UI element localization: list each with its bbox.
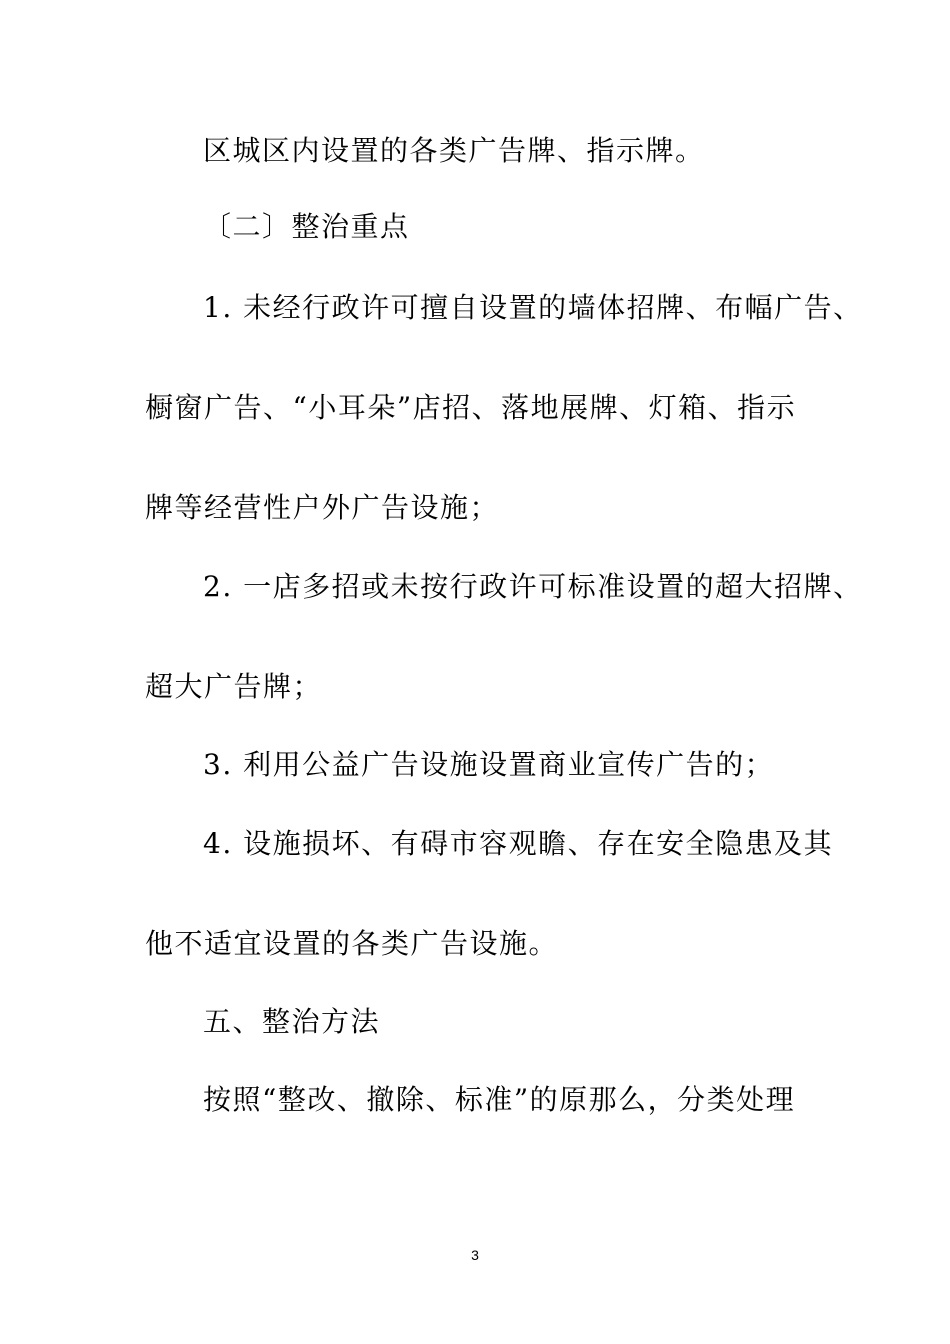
list-item-line: 牌等经营性户外广告设施； [145,491,500,524]
list-item-line: 2. 一店多招或未按行政许可标准设置的超大招牌、 [203,570,863,603]
list-item-line: 橱窗广告、“小耳朵”店招、落地展牌、灯箱、指示 [145,391,797,424]
page-number: 3 [471,1247,479,1263]
section-heading: 〔二〕整治重点 [203,210,410,243]
paragraph-line: 区城区内设置的各类广告牌、指示牌。 [203,134,705,167]
list-item-line: 4. 设施损坏、有碍市容观瞻、存在安全隐患及其 [203,827,834,860]
paragraph-line: 按照“整改、撤除、标准”的原那么，分类处理 [203,1083,796,1116]
list-item-line: 他不适宜设置的各类广告设施。 [145,927,559,960]
list-item-line: 1. 未经行政许可擅自设置的墙体招牌、布幅广告、 [203,291,863,324]
section-heading: 五、整治方法 [203,1005,381,1038]
list-item-line: 3. 利用公益广告设施设置商业宣传广告的； [203,748,775,781]
list-item-line: 超大广告牌； [145,670,323,703]
